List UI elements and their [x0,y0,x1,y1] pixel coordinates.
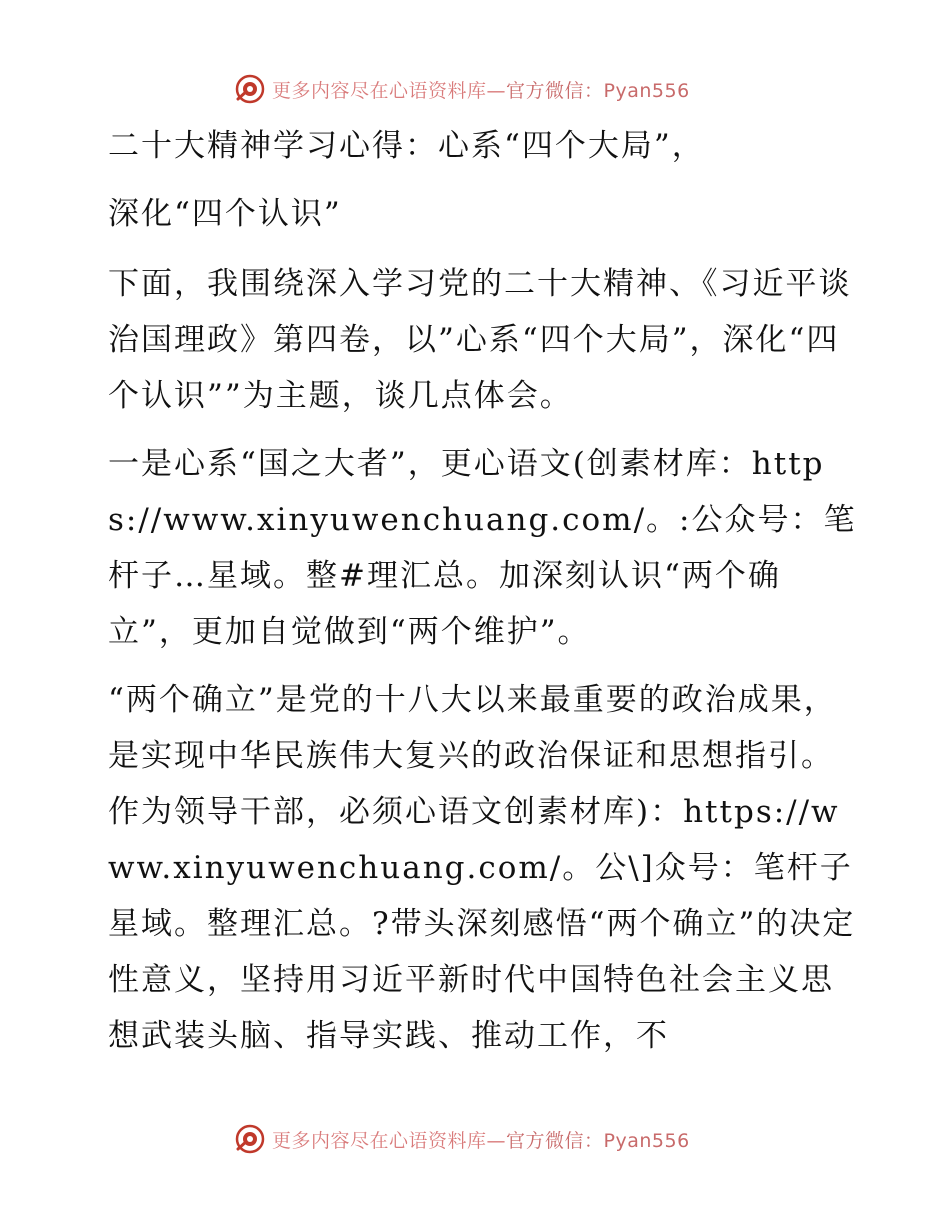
document-title-line-2: 深化“四个认识” [108,196,342,232]
watermark-wechat: 官方微信：Pyan556 [506,1129,690,1152]
intro-paragraph: 下面，我围绕深入学习党的二十大精神、《习近平谈治国理政》第四卷，以”心系“四个大局”，深化“四个认识””为主题，谈几点体会。 [108,266,852,414]
watermark-text: 更多内容尽在心语资料库—官方微信：Pyan556 [272,79,690,102]
header-watermark [234,72,714,106]
document-body [98,118,858,1064]
watermark-text: 更多内容尽在心语资料库—官方微信：Pyan556 [272,1129,690,1152]
seal-logo-icon [234,73,266,105]
footer-watermark [234,1122,714,1156]
seal-logo-icon [234,1123,266,1155]
two-establishments-paragraph: “两个确立”是党的十八大以来最重要的政治成果，是实现中华民族伟大复兴的政治保证和思想指引。作为领导干部，必须心语文创素材库)：https://www.xinyuwenchuang.com/。公\]众号：笔杆子星域。整理汇总。?带头深刻感悟“两个确立”的决定性意义，坚持用习近平新时代中国特色社会主义思想武装头脑、指导实践、推动工作，不 [108,682,856,1054]
watermark-wechat: 官方微信：Pyan556 [506,79,690,102]
document-title-line-1: 二十大精神学习心得：心系“四个大局”， [108,128,705,164]
point-one-paragraph: 一是心系“国之大者”，更心语文(创素材库：https://www.xinyuwenchuang.com/。:公众号：笔杆子…星域。整#理汇总。加深刻认识“两个确立”，更加自觉做到“两个维护”。 [108,446,857,650]
